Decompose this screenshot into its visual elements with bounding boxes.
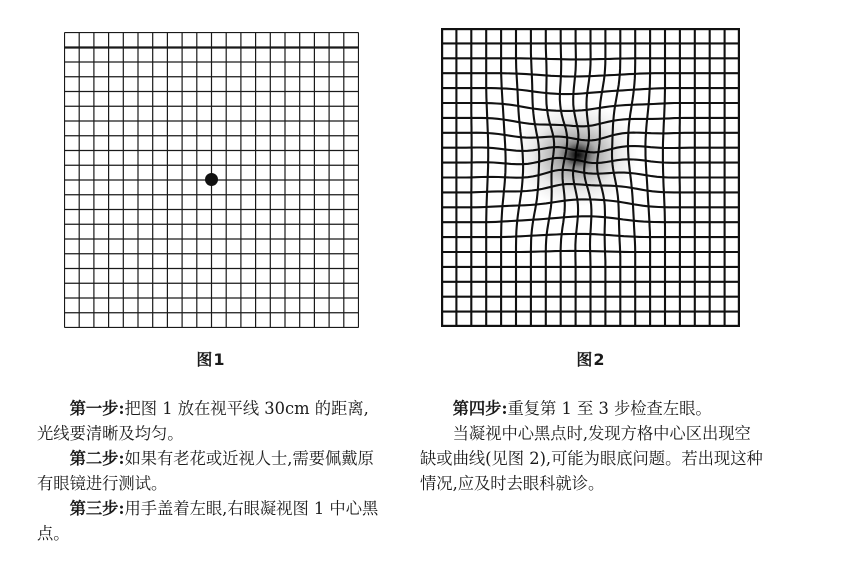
instructions-left-column: [37, 396, 382, 546]
center-dot: [205, 173, 218, 186]
step-1-text: 把图 1 放在视平线 30cm 的距离,光线要清晰及均匀。: [37, 399, 369, 443]
step-3-paragraph: [37, 496, 382, 546]
step-3-label: 第三步:: [69, 499, 125, 518]
step-1-label: 第一步:: [69, 399, 125, 418]
figure-1-caption: 图1: [196, 350, 226, 369]
step-2-label: 第二步:: [69, 449, 125, 468]
instructions-right-column: [420, 396, 765, 496]
step-3-text: 用手盖着左眼,右眼凝视图 1 中心黑点。: [37, 499, 379, 543]
step-2-paragraph: [37, 446, 382, 496]
step-4-label: 第四步:: [452, 399, 508, 418]
step-4-paragraph: [420, 396, 765, 421]
dark-spot: [558, 138, 598, 172]
step-2-text: 如果有老花或近视人士,需要佩戴原有眼镜进行测试。: [37, 449, 374, 493]
amsler-grid-distorted: [441, 28, 740, 327]
amsler-grid-normal: [64, 32, 359, 328]
step-4-text: 重复第 1 至 3 步检查左眼。: [507, 399, 712, 418]
advice-paragraph: 当凝视中心黑点时,发现方格中心区出现空缺或曲线(见图 2),可能为眼底问题。若出现这种情况,应及时去眼科就诊。: [420, 424, 763, 493]
step-1-paragraph: [37, 396, 382, 446]
figure-2-caption: 图2: [576, 350, 606, 369]
